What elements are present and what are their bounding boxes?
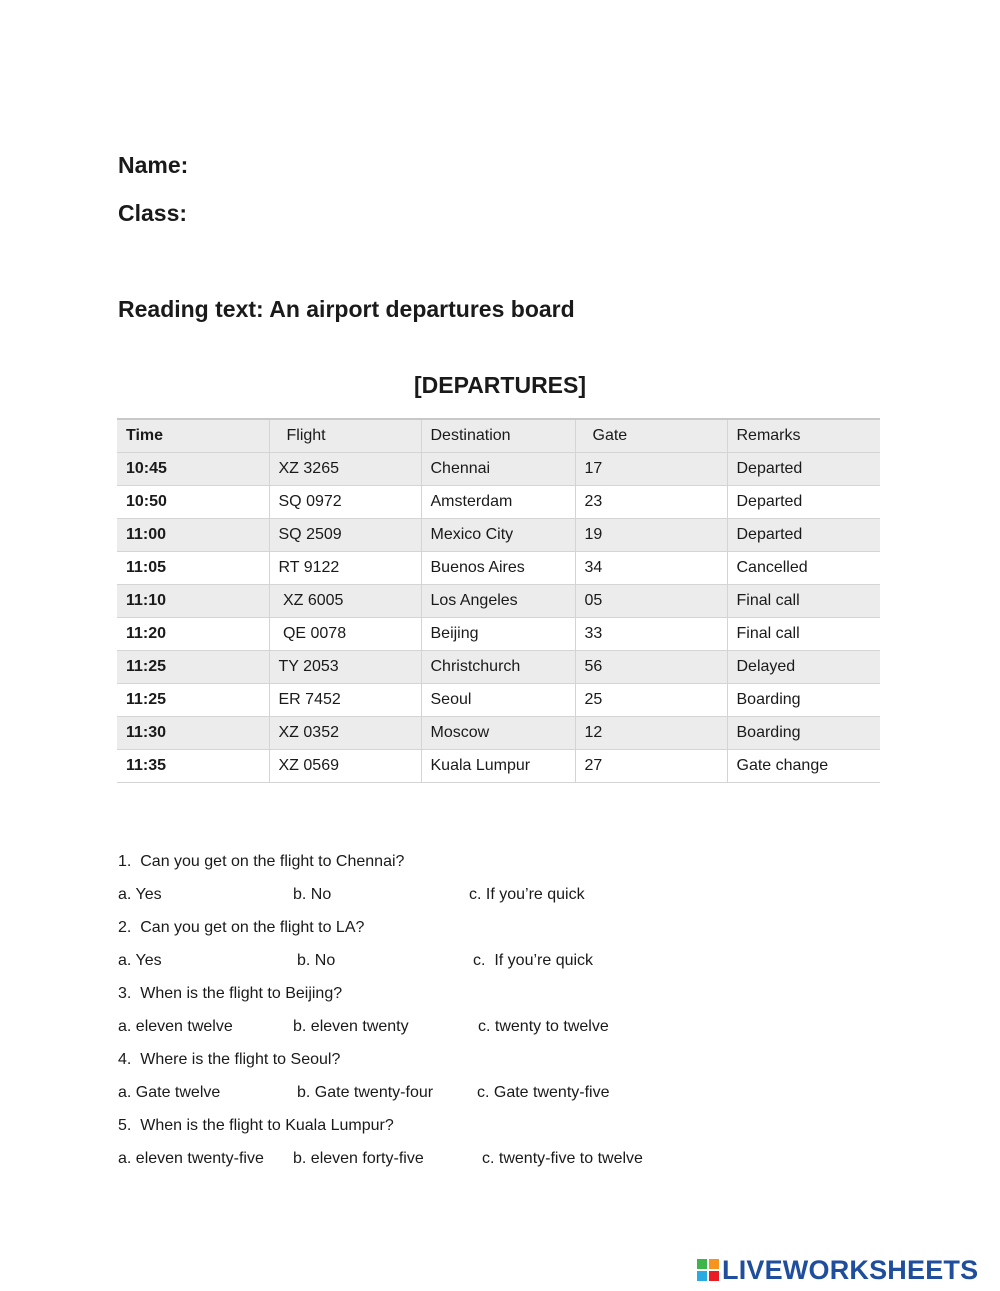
table-row (117, 552, 880, 585)
answer-option[interactable]: c. Gate twenty-five (477, 1084, 610, 1101)
cell-flight: XZ 3265 (269, 453, 421, 486)
cell-remarks: Cancelled (727, 552, 880, 585)
cell-flight: XZ 0569 (269, 750, 421, 783)
cell-time: 11:30 (117, 717, 269, 750)
cell-flight: RT 9122 (269, 552, 421, 585)
liveworksheets-logo-text: LIVEWORKSHEETS (722, 1254, 979, 1285)
cell-time: 11:35 (117, 750, 269, 783)
table-row (117, 453, 880, 486)
cell-gate: 56 (575, 651, 727, 684)
page-title: Reading text: An airport departures board (118, 296, 575, 322)
departures-table (117, 418, 880, 783)
departures-title: [DEPARTURES] (413, 372, 587, 398)
answer-option[interactable]: c. twenty to twelve (478, 1018, 609, 1035)
cell-gate: 34 (575, 552, 727, 585)
answer-option[interactable]: a. Yes (118, 886, 162, 903)
cell-flight: ER 7452 (269, 684, 421, 717)
cell-remarks: Final call (727, 618, 880, 651)
cell-flight: XZ 0352 (269, 717, 421, 750)
table-row (117, 750, 880, 783)
cell-destination: Mexico City (421, 519, 575, 552)
answer-option[interactable]: b. No (297, 952, 336, 969)
cell-gate: 12 (575, 717, 727, 750)
name-label: Name: (118, 152, 189, 178)
cell-time: 11:00 (117, 519, 269, 552)
column-header-time: Time (117, 419, 269, 453)
cell-destination: Chennai (421, 453, 575, 486)
table-row (117, 585, 880, 618)
answer-option[interactable]: a. eleven twelve (118, 1018, 233, 1035)
table-row (117, 618, 880, 651)
question-text: 5. When is the flight to Kuala Lumpur? (118, 1117, 394, 1134)
table-row (117, 519, 880, 552)
column-header-flight: Flight (269, 419, 421, 453)
cell-time: 11:25 (117, 684, 269, 717)
table-row (117, 651, 880, 684)
cell-time: 11:10 (117, 585, 269, 618)
table-header-row (117, 419, 880, 453)
answer-option[interactable]: a. Gate twelve (118, 1084, 221, 1101)
cell-flight: SQ 2509 (269, 519, 421, 552)
cell-destination: Kuala Lumpur (421, 750, 575, 783)
answer-option[interactable]: a. eleven twenty-five (118, 1150, 264, 1167)
answer-option[interactable]: c. If you’re quick (469, 886, 585, 903)
cell-destination: Christchurch (421, 651, 575, 684)
answer-option[interactable]: a. Yes (118, 952, 162, 969)
cell-remarks: Departed (727, 453, 880, 486)
cell-gate: 05 (575, 585, 727, 618)
answer-option[interactable]: b. eleven twenty (293, 1018, 409, 1035)
column-header-remarks: Remarks (727, 419, 880, 453)
answer-options (118, 1081, 718, 1114)
class-label: Class: (118, 200, 188, 226)
answer-option[interactable]: c. twenty-five to twelve (482, 1150, 643, 1167)
question-list (118, 850, 718, 1180)
cell-gate: 17 (575, 453, 727, 486)
cell-gate: 23 (575, 486, 727, 519)
answer-options (118, 883, 718, 916)
cell-time: 10:45 (117, 453, 269, 486)
cell-remarks: Final call (727, 585, 880, 618)
cell-gate: 33 (575, 618, 727, 651)
cell-gate: 25 (575, 684, 727, 717)
column-header-gate: Gate (575, 419, 727, 453)
question-text: 3. When is the flight to Beijing? (118, 985, 343, 1002)
cell-destination: Buenos Aires (421, 552, 575, 585)
cell-destination: Seoul (421, 684, 575, 717)
answer-option[interactable]: b. eleven forty-five (293, 1150, 424, 1167)
answer-options (118, 1015, 718, 1048)
cell-destination: Beijing (421, 618, 575, 651)
cell-remarks: Delayed (727, 651, 880, 684)
cell-flight: SQ 0972 (269, 486, 421, 519)
cell-destination: Amsterdam (421, 486, 575, 519)
question-text: 2. Can you get on the flight to LA? (118, 919, 365, 936)
cell-remarks: Departed (727, 519, 880, 552)
cell-gate: 19 (575, 519, 727, 552)
cell-time: 10:50 (117, 486, 269, 519)
column-header-destination: Destination (421, 419, 575, 453)
cell-flight: QE 0078 (269, 618, 421, 651)
liveworksheets-logo-icon (697, 1259, 719, 1281)
answer-option[interactable]: b. Gate twenty-four (297, 1084, 434, 1101)
answer-option[interactable]: b. No (293, 886, 332, 903)
cell-destination: Los Angeles (421, 585, 575, 618)
table-row (117, 684, 880, 717)
table-row (117, 717, 880, 750)
cell-remarks: Departed (727, 486, 880, 519)
cell-flight: TY 2053 (269, 651, 421, 684)
cell-gate: 27 (575, 750, 727, 783)
cell-time: 11:05 (117, 552, 269, 585)
liveworksheets-logo (697, 1255, 978, 1285)
question-text: 1. Can you get on the flight to Chennai? (118, 853, 405, 870)
cell-time: 11:20 (117, 618, 269, 651)
answer-options (118, 949, 718, 982)
table-row (117, 486, 880, 519)
question-text: 4. Where is the flight to Seoul? (118, 1051, 341, 1068)
cell-remarks: Gate change (727, 750, 880, 783)
answer-option[interactable]: c. If you’re quick (473, 952, 594, 969)
cell-remarks: Boarding (727, 684, 880, 717)
answer-options (118, 1147, 718, 1180)
cell-flight: XZ 6005 (269, 585, 421, 618)
cell-destination: Moscow (421, 717, 575, 750)
cell-time: 11:25 (117, 651, 269, 684)
cell-remarks: Boarding (727, 717, 880, 750)
